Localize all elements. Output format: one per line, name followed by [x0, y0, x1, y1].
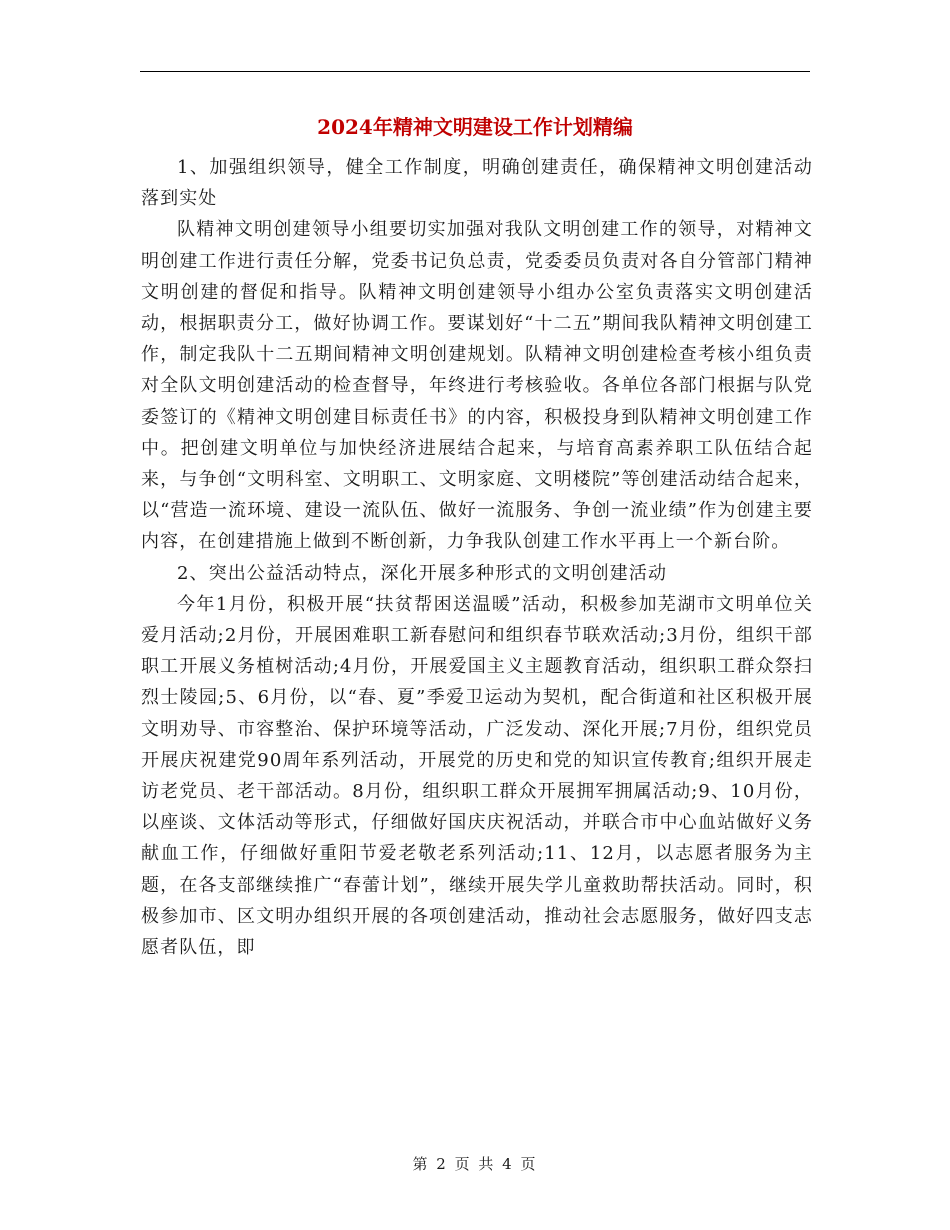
section-heading-2: 2、突出公益活动特点，深化开展多种形式的文明创建活动: [177, 562, 668, 584]
document-body: [141, 152, 813, 963]
section-heading-1: 1、加强组织领导，健全工作制度，明确创建责任，确保精神文明创建活动落到实处: [141, 157, 813, 210]
page-number-footer: 第 2 页 共 4 页: [412, 1155, 538, 1173]
document-title: 2024年精神文明建设工作计划精编: [317, 115, 633, 139]
body-paragraph-2: 今年1月份，积极开展“扶贫帮困送温暖”活动，积极参加芜湖市文明单位关爱月活动;2月份，开展困难职工新春慰问和组织春节联欢活动;3月份，组织干部职工开展义务植树活动;4月份，开展爱国主义主题教育活动，组织职工群众祭扫烈士陵园;5、6月份，以“春、夏”季爱卫运动为契机，配合街道和社区积极开展文明劝导、市容整治、保护环境等活动，广泛发动、深化开展;7月份，组织党员开展庆祝建党90周年系列活动，开展党的历史和党的知识宣传教育;组织开展走访老党员、老干部活动。8月份，组织职工群众开展拥军拥属活动;9、10月份，以座谈、文体活动等形式，仔细做好国庆庆祝活动，并联合市中心血站做好义务献血工作，仔细做好重阳节爱老敬老系列活动;11、12月，以志愿者服务为主题，在各支部继续推广“春蕾计划”，继续开展失学儿童救助帮扶活动。同时，积极参加市、区文明办组织开展的各项创建活动，推动社会志愿服务，做好四支志愿者队伍，即: [141, 593, 813, 959]
header-rule: [140, 71, 810, 72]
body-paragraph-1: 队精神文明创建领导小组要切实加强对我队文明创建工作的领导，对精神文明创建工作进行责任分解，党委书记负总责，党委委员负责对各自分管部门精神文明创建的督促和指导。队精神文明创建领导小组办公室负责落实文明创建活动，根据职责分工，做好协调工作。要谋划好“十二五”期间我队精神文明创建工作，制定我队十二五期间精神文明创建规划。队精神文明创建检查考核小组负责对全队文明创建活动的检查督导，年终进行考核验收。各单位各部门根据与队党委签订的《精神文明创建目标责任书》的内容，积极投身到队精神文明创建工作中。把创建文明单位与加快经济进展结合起来，与培育高素养职工队伍结合起来，与争创“文明科室、文明职工、文明家庭、文明楼院”等创建活动结合起来，以“营造一流环境、建设一流队伍、做好一流服务、争创一流业绩”作为创建主要内容，在创建措施上做到不断创新，力争我队创建工作水平再上一个新台阶。: [141, 219, 813, 553]
